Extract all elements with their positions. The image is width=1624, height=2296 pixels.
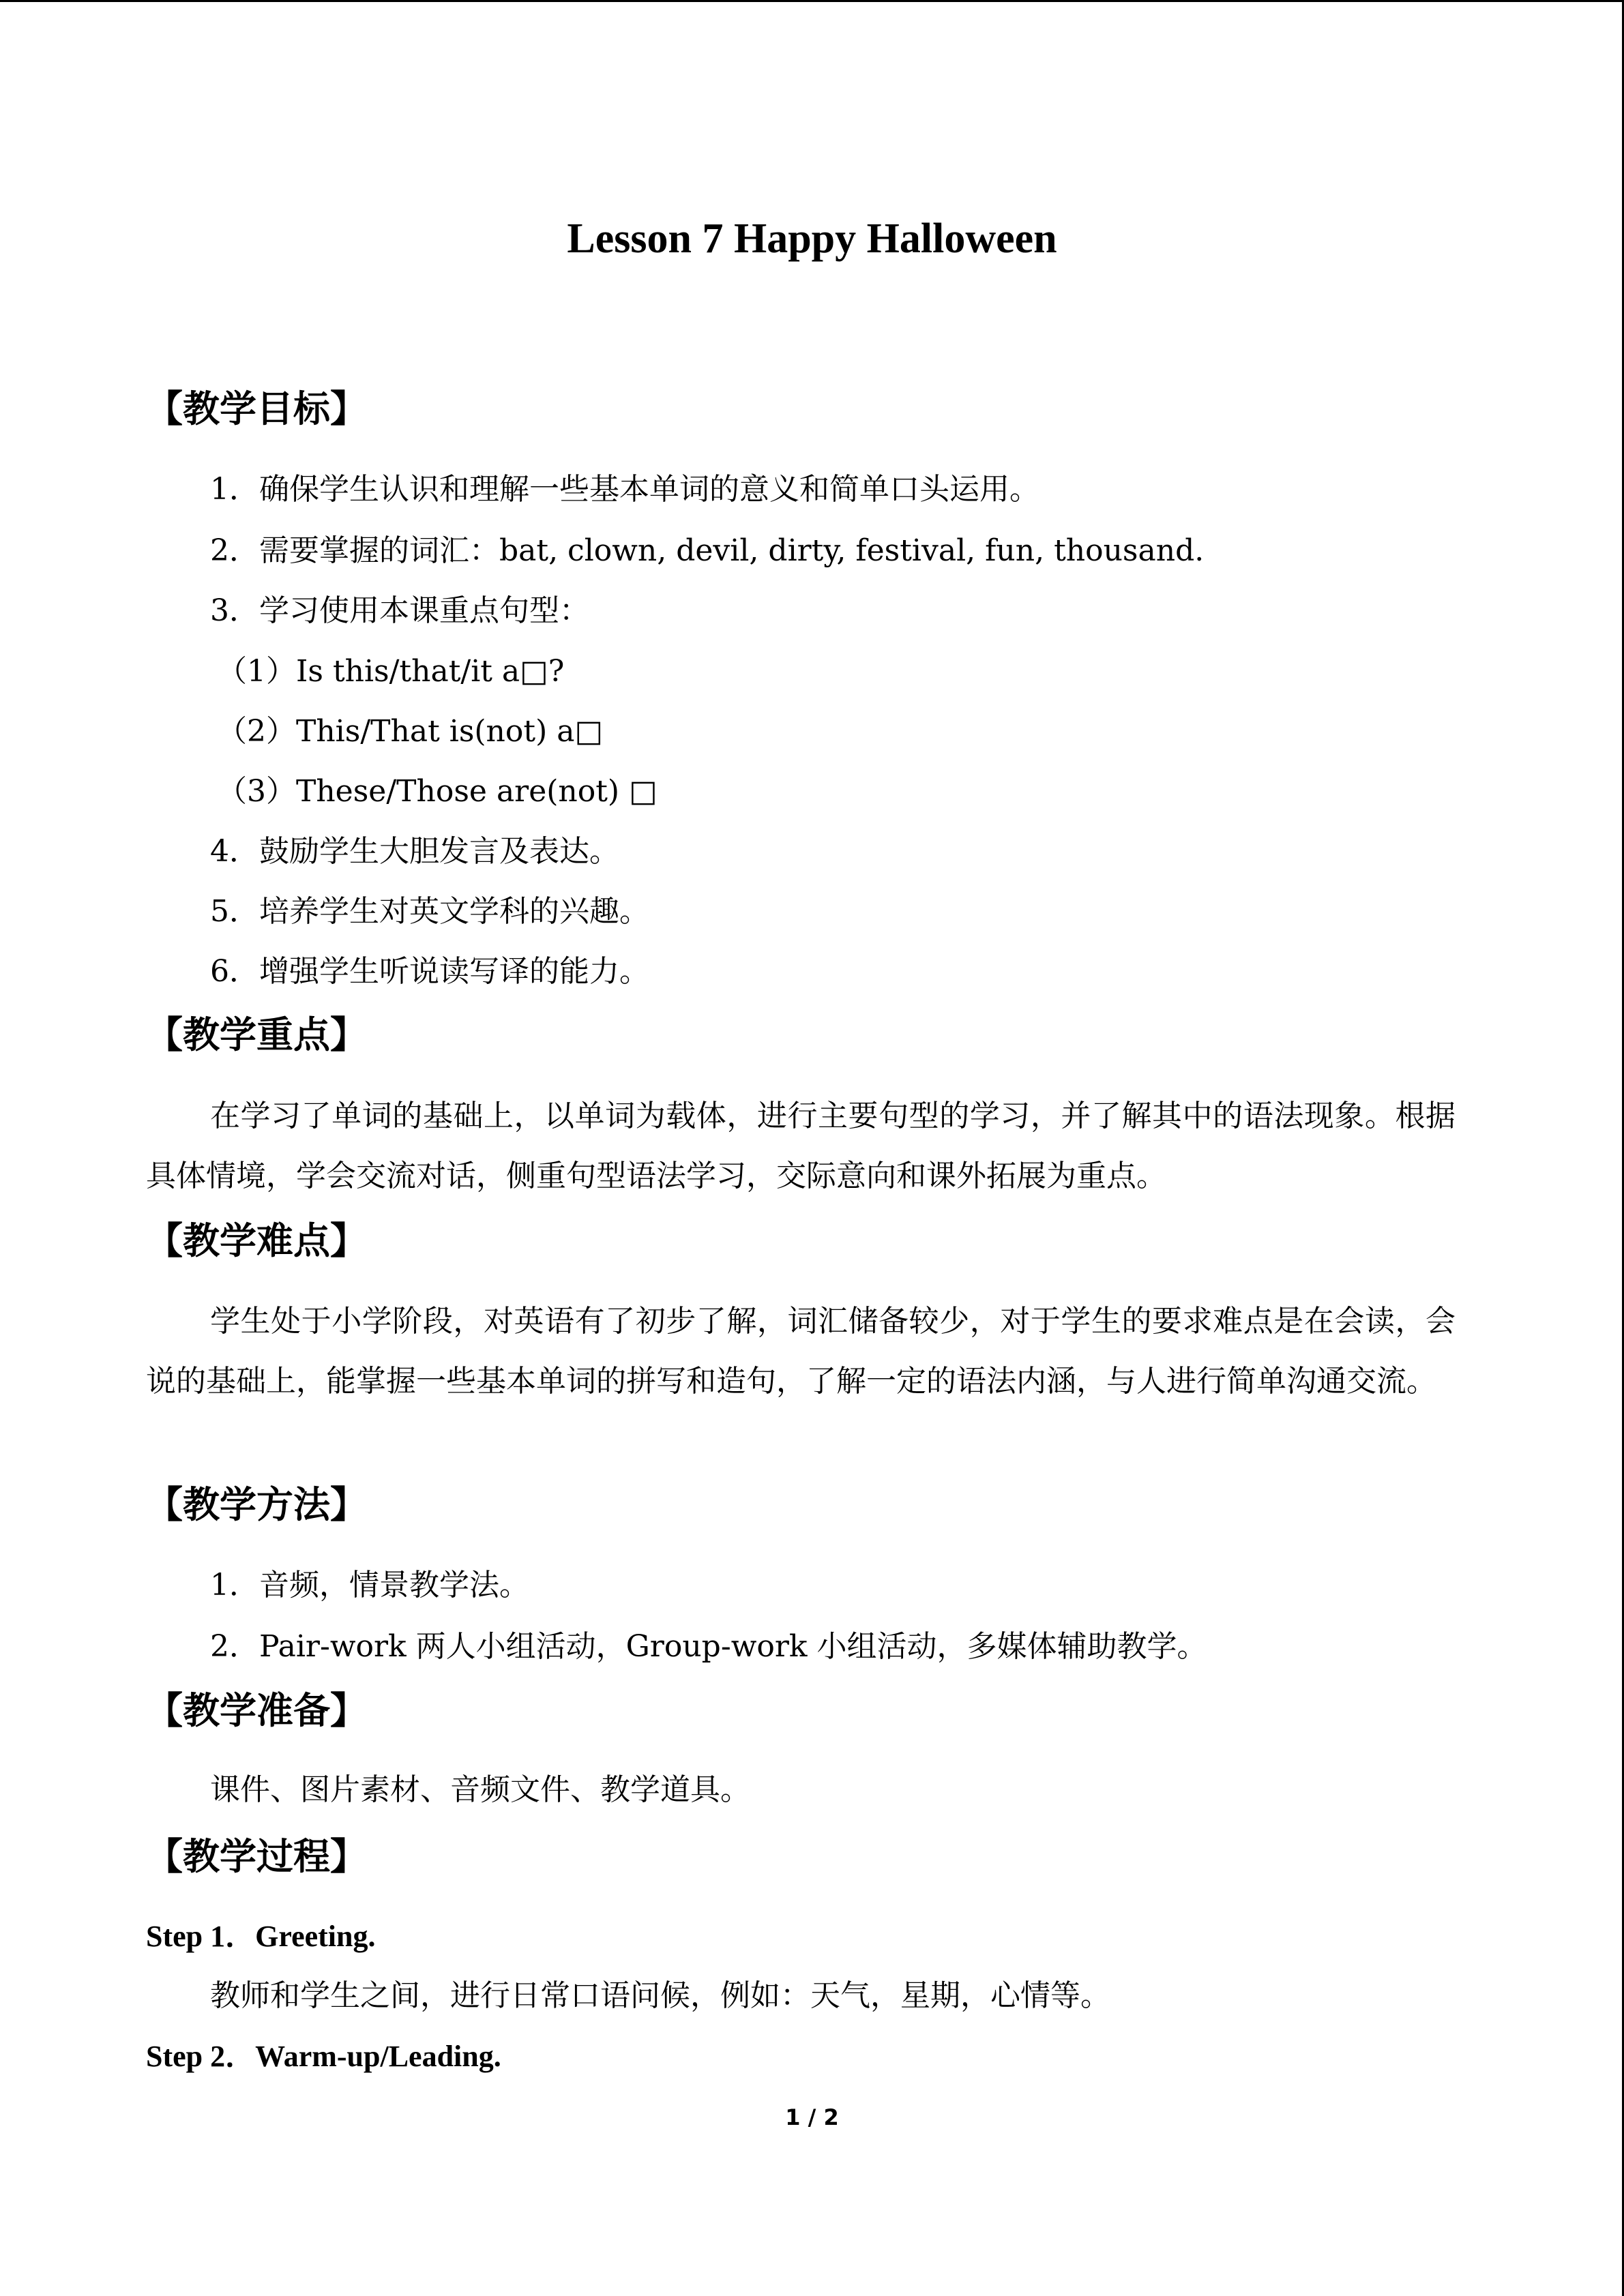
key-points-paragraph: 在学习了单词的基础上，以单词为载体，进行主要句型的学习，并了解其中的语法现象。根据具体情境，学会交流对话，侧重句型语法学习，交际意向和课外拓展为重点。 (146, 1099, 1456, 1193)
page-border-top (0, 0, 1624, 2)
preparation-text: 课件、图片素材、音频文件、教学道具。 (210, 1772, 750, 1807)
method-item: 1．音频，情景教学法。 (210, 1568, 529, 1602)
objective-item: 4．鼓励学生大胆发言及表达。 (210, 834, 619, 869)
page-number: 1 / 2 (785, 2104, 839, 2130)
section-heading-difficulties: 【教学难点】 (146, 1219, 367, 1262)
objective-item: 3．学习使用本课重点句型： (210, 593, 589, 628)
objective-item: 6．增强学生听说读写译的能力。 (210, 954, 649, 989)
difficulties-paragraph: 学生处于小学阶段，对英语有了初步了解，词汇储备较少，对于学生的要求难点是在会读，会说的基础上，能掌握一些基本单词的拼写和造句，了解一定的语法内涵，与人进行简单沟通交流。 (146, 1304, 1456, 1399)
objective-item: 5．培养学生对英文学科的兴趣。 (210, 894, 649, 929)
section-heading-methods: 【教学方法】 (146, 1483, 367, 1526)
step-1-text: 教师和学生之间，进行日常口语问候，例如：天气，星期，心情等。 (210, 1978, 1110, 2013)
document-title: Lesson 7 Happy Halloween (567, 215, 1057, 262)
step-1-title: Step 1．Greeting. (146, 1920, 376, 1953)
section-heading-objectives: 【教学目标】 (146, 387, 367, 430)
objective-item: 2．需要掌握的词汇：bat, clown, devil, dirty, festival, fun, thousand. (210, 533, 1205, 568)
section-heading-key-points: 【教学重点】 (146, 1013, 367, 1056)
objective-subitem: （2）This/That is(not) a□ (217, 714, 604, 749)
section-heading-process: 【教学过程】 (146, 1835, 367, 1878)
objective-subitem: （3）These/Those are(not) □ (217, 774, 658, 809)
objective-subitem: （1）Is this/that/it a□? (217, 654, 565, 689)
step-2-title: Step 2．Warm-up/Leading. (146, 2040, 501, 2073)
section-heading-preparation: 【教学准备】 (146, 1689, 367, 1732)
method-item: 2．Pair-work 两人小组活动，Group-work 小组活动，多媒体辅助教学。 (210, 1629, 1207, 1664)
objective-item: 1．确保学生认识和理解一些基本单词的意义和简单口头运用。 (210, 472, 1039, 507)
